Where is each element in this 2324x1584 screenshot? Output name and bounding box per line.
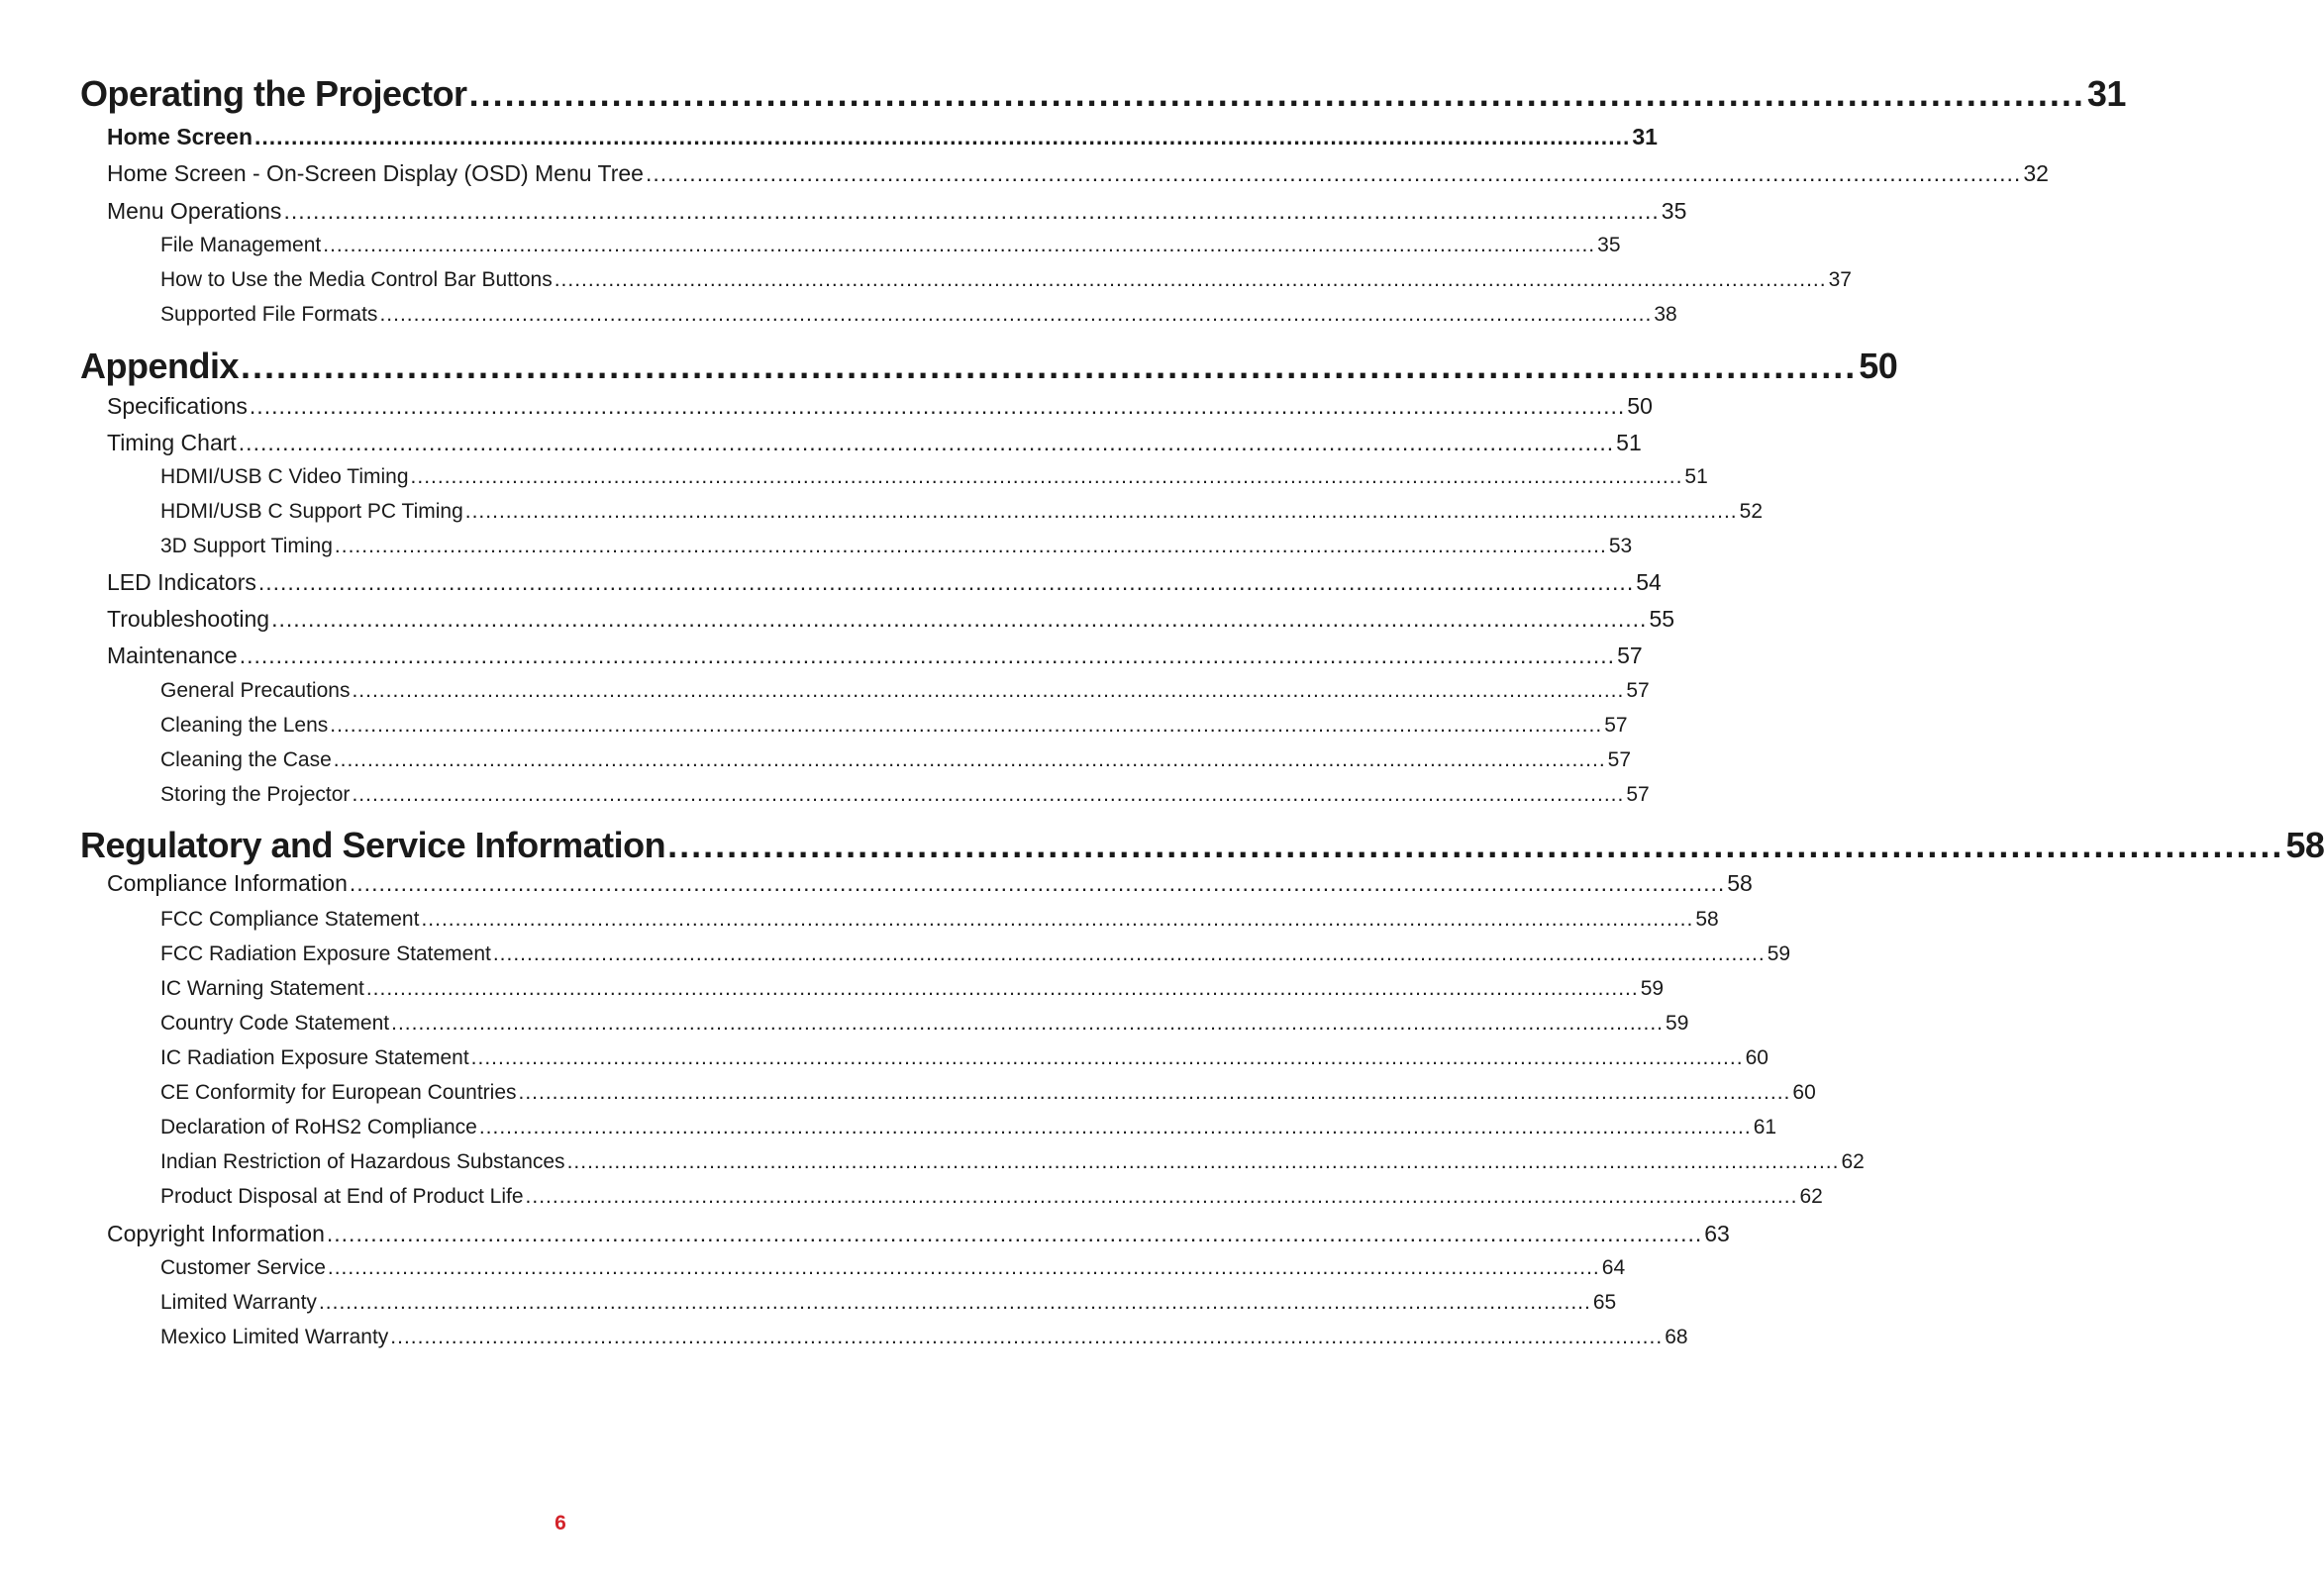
toc-page-number: 59 [1666, 1012, 1689, 1035]
dot-leader: ............................................................................................................................................................................................ [349, 870, 1726, 896]
toc-subentry-label: IC Warning Statement [160, 977, 364, 1000]
toc-entry[interactable] [107, 160, 2049, 187]
toc-subentry-label: Limited Warranty [160, 1291, 317, 1314]
toc-page-number: 31 [2086, 73, 2126, 114]
toc-subentry-label: FCC Compliance Statement [160, 908, 420, 931]
toc-entry-label: Timing Chart [107, 430, 237, 455]
toc-entry-label: Specifications [107, 393, 248, 419]
toc-page-number: 65 [1592, 1291, 1617, 1314]
toc-subentry[interactable] [160, 535, 1633, 558]
dot-leader: ............................................................................................................................................................................................ [478, 1116, 1752, 1138]
dot-leader: ............................................................................................................................................................................................ [410, 465, 1683, 488]
toc-section-heading[interactable] [80, 825, 2324, 866]
toc-page-number: 59 [1640, 977, 1665, 1000]
toc-entry-label: Copyright Information [107, 1221, 325, 1246]
toc-page-number: 62 [1841, 1150, 1865, 1173]
dot-leader: ............................................................................................................................................................................................ [257, 569, 1635, 595]
toc-entry-label: Menu Operations [107, 198, 282, 224]
toc-page-number: 58 [1727, 870, 1753, 896]
toc-section-heading[interactable] [80, 346, 1898, 387]
dot-leader: ............................................................................................................................................................................................ [492, 942, 1766, 965]
toc-entry[interactable] [107, 1221, 1730, 1247]
dot-leader: ............................................................................................................................................................................................ [518, 1081, 1791, 1104]
dot-leader: ............................................................................................................................................................................................ [318, 1291, 1591, 1314]
toc-subentry-label: Cleaning the Case [160, 748, 332, 771]
toc-page-number: 32 [2023, 160, 2049, 186]
toc-subentry[interactable] [160, 783, 1650, 807]
toc-subentry[interactable] [160, 942, 1791, 966]
toc-entry-label: Troubleshooting [107, 606, 270, 632]
toc-page-number: 51 [1616, 430, 1642, 455]
toc-page-number: 52 [1739, 500, 1764, 523]
toc-entry[interactable] [107, 393, 1653, 420]
dot-leader: ............................................................................................................................................................................................ [283, 198, 1660, 224]
toc-subentry[interactable] [160, 465, 1708, 489]
dot-leader: ............................................................................................................................................................................................ [352, 679, 1625, 702]
toc-subentry-label: Country Code Statement [160, 1012, 390, 1035]
toc-page-number: 62 [1799, 1185, 1823, 1208]
toc-page-number: 60 [1745, 1046, 1768, 1069]
toc-page-number: 35 [1597, 234, 1621, 256]
toc-entry-label: Maintenance [107, 643, 238, 668]
toc-section-title: Appendix [80, 346, 240, 386]
toc-subentry[interactable] [160, 1185, 1823, 1209]
toc-subentry-label: CE Conformity for European Countries [160, 1081, 517, 1104]
toc-entry[interactable] [107, 643, 1643, 669]
dot-leader: ............................................................................................................................................................................................ [390, 1326, 1664, 1348]
toc-subentry[interactable] [160, 714, 1628, 738]
toc-subentry-label: General Precautions [160, 679, 351, 702]
toc-subentry-label: File Management [160, 234, 322, 256]
toc-page-number: 58 [1695, 908, 1719, 931]
dot-leader: ............................................................................................................................................................................................ [554, 268, 1827, 291]
toc-subentry-label: HDMI/USB C Video Timing [160, 465, 409, 488]
toc-page-number: 51 [1684, 465, 1708, 488]
toc-entry-label: Home Screen [107, 124, 253, 149]
toc-subentry[interactable] [160, 908, 1719, 932]
toc-subentry-label: Product Disposal at End of Product Life [160, 1185, 524, 1208]
toc-subentry[interactable] [160, 1291, 1617, 1315]
toc-subentry[interactable] [160, 977, 1665, 1001]
dot-leader: ........................................................................................................................................ [667, 825, 2284, 865]
toc-entry[interactable] [107, 569, 1662, 596]
toc-page-number: 59 [1767, 942, 1791, 965]
dot-leader: ............................................................................................................................................................................................ [323, 234, 1596, 256]
dot-leader: ............................................................................................................................................................................................ [464, 500, 1738, 523]
page-number: 6 [555, 1512, 566, 1534]
toc-subentry[interactable] [160, 1081, 1816, 1105]
dot-leader: ............................................................................................................................................................................................ [238, 430, 1615, 455]
toc-subentry-label: IC Radiation Exposure Statement [160, 1046, 469, 1069]
toc-page-number: 53 [1608, 535, 1633, 557]
toc-page-number: 64 [1601, 1256, 1626, 1279]
toc-page-number: 63 [1704, 1221, 1730, 1246]
dot-leader: ........................................................................................................................................ [468, 73, 2085, 114]
dot-leader: ............................................................................................................................................................................................ [379, 303, 1653, 326]
toc-entry[interactable] [107, 198, 1687, 225]
toc-page-number: 50 [1859, 346, 1898, 386]
toc-page-number: 61 [1753, 1116, 1777, 1138]
dot-leader: ............................................................................................................................................................................................ [352, 783, 1625, 806]
toc-page-number: 37 [1828, 268, 1852, 291]
dot-leader: ............................................................................................................................................................................................ [566, 1150, 1840, 1173]
toc-subentry-label: 3D Support Timing [160, 535, 333, 557]
toc-subentry-label: FCC Radiation Exposure Statement [160, 942, 491, 965]
dot-leader: ............................................................................................................................................................................................ [271, 606, 1648, 632]
dot-leader: ............................................................................................................................................................................................ [334, 535, 1607, 557]
toc-page-number: 38 [1654, 303, 1677, 326]
toc-subentry-label: Storing the Projector [160, 783, 351, 806]
toc-subentry[interactable] [160, 1256, 1626, 1280]
dot-leader: ............................................................................................................................................................................................ [330, 714, 1603, 737]
dot-leader: ............................................................................................................................................................................................ [326, 1221, 1703, 1246]
toc-entry[interactable] [107, 124, 1658, 150]
dot-leader: ............................................................................................................................................................................................ [470, 1046, 1744, 1069]
dot-leader: ........................................................................................................................................ [241, 346, 1858, 386]
toc-page-number: 57 [1626, 679, 1650, 702]
toc-section-heading[interactable] [80, 73, 2126, 115]
toc-page-number: 35 [1661, 198, 1687, 224]
toc-subentry[interactable] [160, 1046, 1768, 1070]
toc-subentry[interactable] [160, 234, 1621, 257]
toc-page-number: 57 [1626, 783, 1650, 806]
toc-page-number: 31 [1632, 124, 1658, 149]
dot-leader: ............................................................................................................................................................................................ [327, 1256, 1600, 1279]
toc-subentry-label: Supported File Formats [160, 303, 378, 326]
dot-leader: ............................................................................................................................................................................................ [525, 1185, 1798, 1208]
toc-subentry[interactable] [160, 1116, 1777, 1139]
toc-subentry[interactable] [160, 1150, 1865, 1174]
toc-entry[interactable] [107, 606, 1675, 633]
toc-entry[interactable] [107, 870, 1753, 897]
dot-leader: ............................................................................................................................................................................................ [254, 124, 1631, 149]
toc-entry-label: Home Screen - On-Screen Display (OSD) Menu Tree [107, 160, 644, 186]
toc-section-title: Operating the Projector [80, 73, 467, 114]
toc-subentry-label: Customer Service [160, 1256, 326, 1279]
dot-leader: ............................................................................................................................................................................................ [239, 643, 1616, 668]
toc-entry-label: Compliance Information [107, 870, 348, 896]
toc-page-number: 68 [1665, 1326, 1688, 1348]
toc-subentry[interactable] [160, 1326, 1688, 1349]
toc-subentry-label: Declaration of RoHS2 Compliance [160, 1116, 477, 1138]
toc-subentry-label: How to Use the Media Control Bar Buttons [160, 268, 553, 291]
toc-page-number: 54 [1636, 569, 1662, 595]
dot-leader: ............................................................................................................................................................................................ [249, 393, 1626, 419]
toc-subentry-label: HDMI/USB C Support PC Timing [160, 500, 463, 523]
dot-leader: ............................................................................................................................................................................................ [333, 748, 1606, 771]
toc-entry-label: LED Indicators [107, 569, 256, 595]
toc-subentry[interactable] [160, 748, 1632, 772]
toc-page-number: 57 [1607, 748, 1632, 771]
dot-leader: ............................................................................................................................................................................................ [391, 1012, 1665, 1035]
toc-page-number: 58 [2285, 825, 2324, 865]
dot-leader: ............................................................................................................................................................................................ [365, 977, 1639, 1000]
toc-subentry[interactable] [160, 679, 1650, 703]
toc-subentry[interactable] [160, 303, 1677, 327]
toc-subentry-label: Cleaning the Lens [160, 714, 329, 737]
toc-subentry[interactable] [160, 1012, 1689, 1036]
toc-page-number: 50 [1627, 393, 1653, 419]
dot-leader: ............................................................................................................................................................................................ [645, 160, 2022, 186]
toc-section-title: Regulatory and Service Information [80, 825, 666, 865]
toc-page-number: 55 [1649, 606, 1675, 632]
toc-subentry-label: Indian Restriction of Hazardous Substances [160, 1150, 565, 1173]
toc-entry[interactable] [107, 430, 1642, 456]
toc-page-number: 60 [1792, 1081, 1816, 1104]
toc-subentry-label: Mexico Limited Warranty [160, 1326, 389, 1348]
toc-subentry[interactable] [160, 268, 1852, 292]
toc-page-number: 57 [1617, 643, 1643, 668]
toc-subentry[interactable] [160, 500, 1764, 524]
toc-page-number: 57 [1604, 714, 1628, 737]
dot-leader: ............................................................................................................................................................................................ [421, 908, 1694, 931]
